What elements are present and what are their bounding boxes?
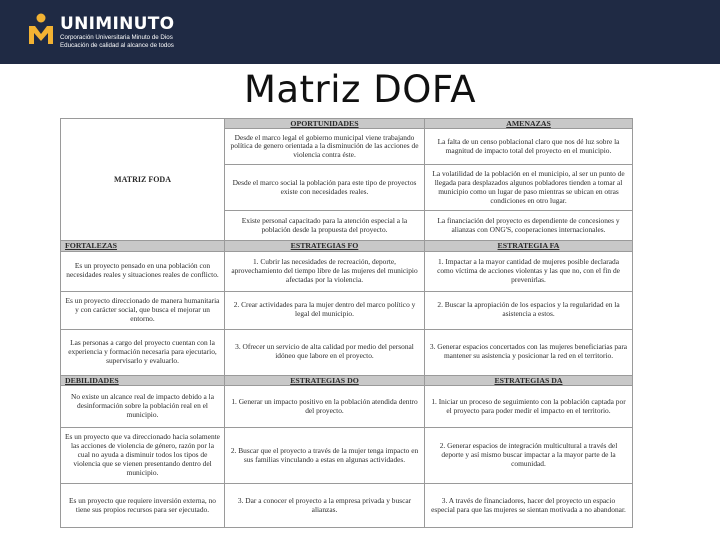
logo-mark-icon: [26, 12, 56, 46]
opportunity-cell: Desde el marco legal el gobierno municipal viene trabajando política de genero orientada a la disminución de las acciones de violencia contra éste.: [225, 129, 425, 165]
dofa-matrix: [60, 118, 633, 528]
threat-cell: La financiación del proyecto es dependiente de concesiones y alianzas con ONG'S, cooperaciones internacionales.: [425, 211, 633, 241]
fo-strategy-cell: 1. Cubrir las necesidades de recreación, deporte, aprovechamiento del tiempo libre de las mujeres del municipio afectadas por la violencia.: [225, 251, 425, 291]
fo-strategy-cell: 3. Ofrecer un servicio de alta calidad por medio del personal idóneo que labore en el proyecto.: [225, 329, 425, 375]
threat-cell: La falta de un censo poblacional claro que nos dé luz sobre la magnitud de impacto total del proyecto en el municipio.: [425, 129, 633, 165]
da-strategy-cell: 1. Iniciar un proceso de seguimiento con la población captada por el proyecto para poder medir el impacto en el territorio.: [425, 386, 633, 428]
weakness-cell: Es un proyecto que va direccionado hacia solamente las acciones de violencia de género, razón por la cual no ayuda a disminuir todos los tipos de violencia que se vienen presentando dentro del municipio.: [61, 428, 225, 484]
weakness-cell: Es un proyecto que requiere inversión externa, no tiene sus propios recursos para ser ejecutado.: [61, 484, 225, 528]
do-strategy-cell: 1. Generar un impacto positivo en la población atendida dentro del proyecto.: [225, 386, 425, 428]
threats-header: AMENAZAS: [425, 119, 633, 129]
do-strategy-cell: 3. Dar a conocer el proyecto a la empresa privada y buscar alianzas.: [225, 484, 425, 528]
do-strategy-cell: 2. Buscar que el proyecto a través de la mujer tenga impacto en sus familias vinculando a estas en algunas actividades.: [225, 428, 425, 484]
opportunity-cell: Existe personal capacitado para la atención especial a la población desde la propuesta del proyecto.: [225, 211, 425, 241]
da-strategy-cell: 3. A través de financiadores, hacer del proyecto un espacio especial para que las mujeres se sientan motivada a no abandonar.: [425, 484, 633, 528]
da-strategies-header: ESTRATEGIAS DA: [425, 375, 633, 385]
fa-strategy-cell: 1. Impactar a la mayor cantidad de mujeres posible declarada como víctima de acciones violentas y las que no, con el fin de prevenirlas.: [425, 251, 633, 291]
fo-strategy-cell: 2. Crear actividades para la mujer dentro del marco político y legal del municipio.: [225, 291, 425, 329]
slide-title: Matriz DOFA: [243, 68, 477, 111]
brand-tagline-2: Educación de calidad al alcance de todos: [60, 42, 174, 49]
strength-cell: Es un proyecto pensado en una población con necesidades reales y situaciones reales de conflicto.: [61, 251, 225, 291]
threat-cell: La volatilidad de la población en el municipio, al ser un punto de llegada para desplazados algunos pobladores tienden a tomar al municipio como un lugar de paso mientras se ubican en otras condiciones en otro lugar.: [425, 165, 633, 211]
uniminuto-logo: [26, 12, 206, 54]
strengths-header: FORTALEZAS: [61, 241, 225, 251]
da-strategy-cell: 2. Generar espacios de integración multicultural a través del deporte y así mismo buscar impactar a la mayor parte de la comunidad.: [425, 428, 633, 484]
fa-strategy-cell: 2. Buscar la apropiación de los espacios y la regularidad en la asistencia a estos.: [425, 291, 633, 329]
strength-cell: Las personas a cargo del proyecto cuentan con la experiencia y formación necesaria para ejecutario, supervisarlo y evaluarlo.: [61, 329, 225, 375]
brand-tagline-1: Corporación Universitaria Minuto de Dios: [60, 34, 173, 41]
do-strategies-header: ESTRATEGIAS DO: [225, 375, 425, 385]
header-bar: [0, 0, 720, 64]
matrix-corner-label: MATRIZ FODA: [61, 119, 225, 241]
opportunities-header: OPORTUNIDADES: [225, 119, 425, 129]
fo-strategies-header: ESTRATEGIAS FO: [225, 241, 425, 251]
fa-strategies-header: ESTRATEGIA FA: [425, 241, 633, 251]
strength-cell: Es un proyecto direccionado de manera humanitaria y con carácter social, que busca el mejorar un entorno.: [61, 291, 225, 329]
weakness-cell: No existe un alcance real de impacto debido a la desinformación sobre la población real en el municipio.: [61, 386, 225, 428]
opportunity-cell: Desde el marco social la población para este tipo de proyectos existe con necesidades reales.: [225, 165, 425, 211]
fa-strategy-cell: 3. Generar espacios concertados con las mujeres beneficiarias para mantener su asistencia y posicionar la red en el territorio.: [425, 329, 633, 375]
weaknesses-header: DEBILIDADES: [61, 375, 225, 385]
brand-name: UNIMINUTO: [60, 14, 175, 34]
